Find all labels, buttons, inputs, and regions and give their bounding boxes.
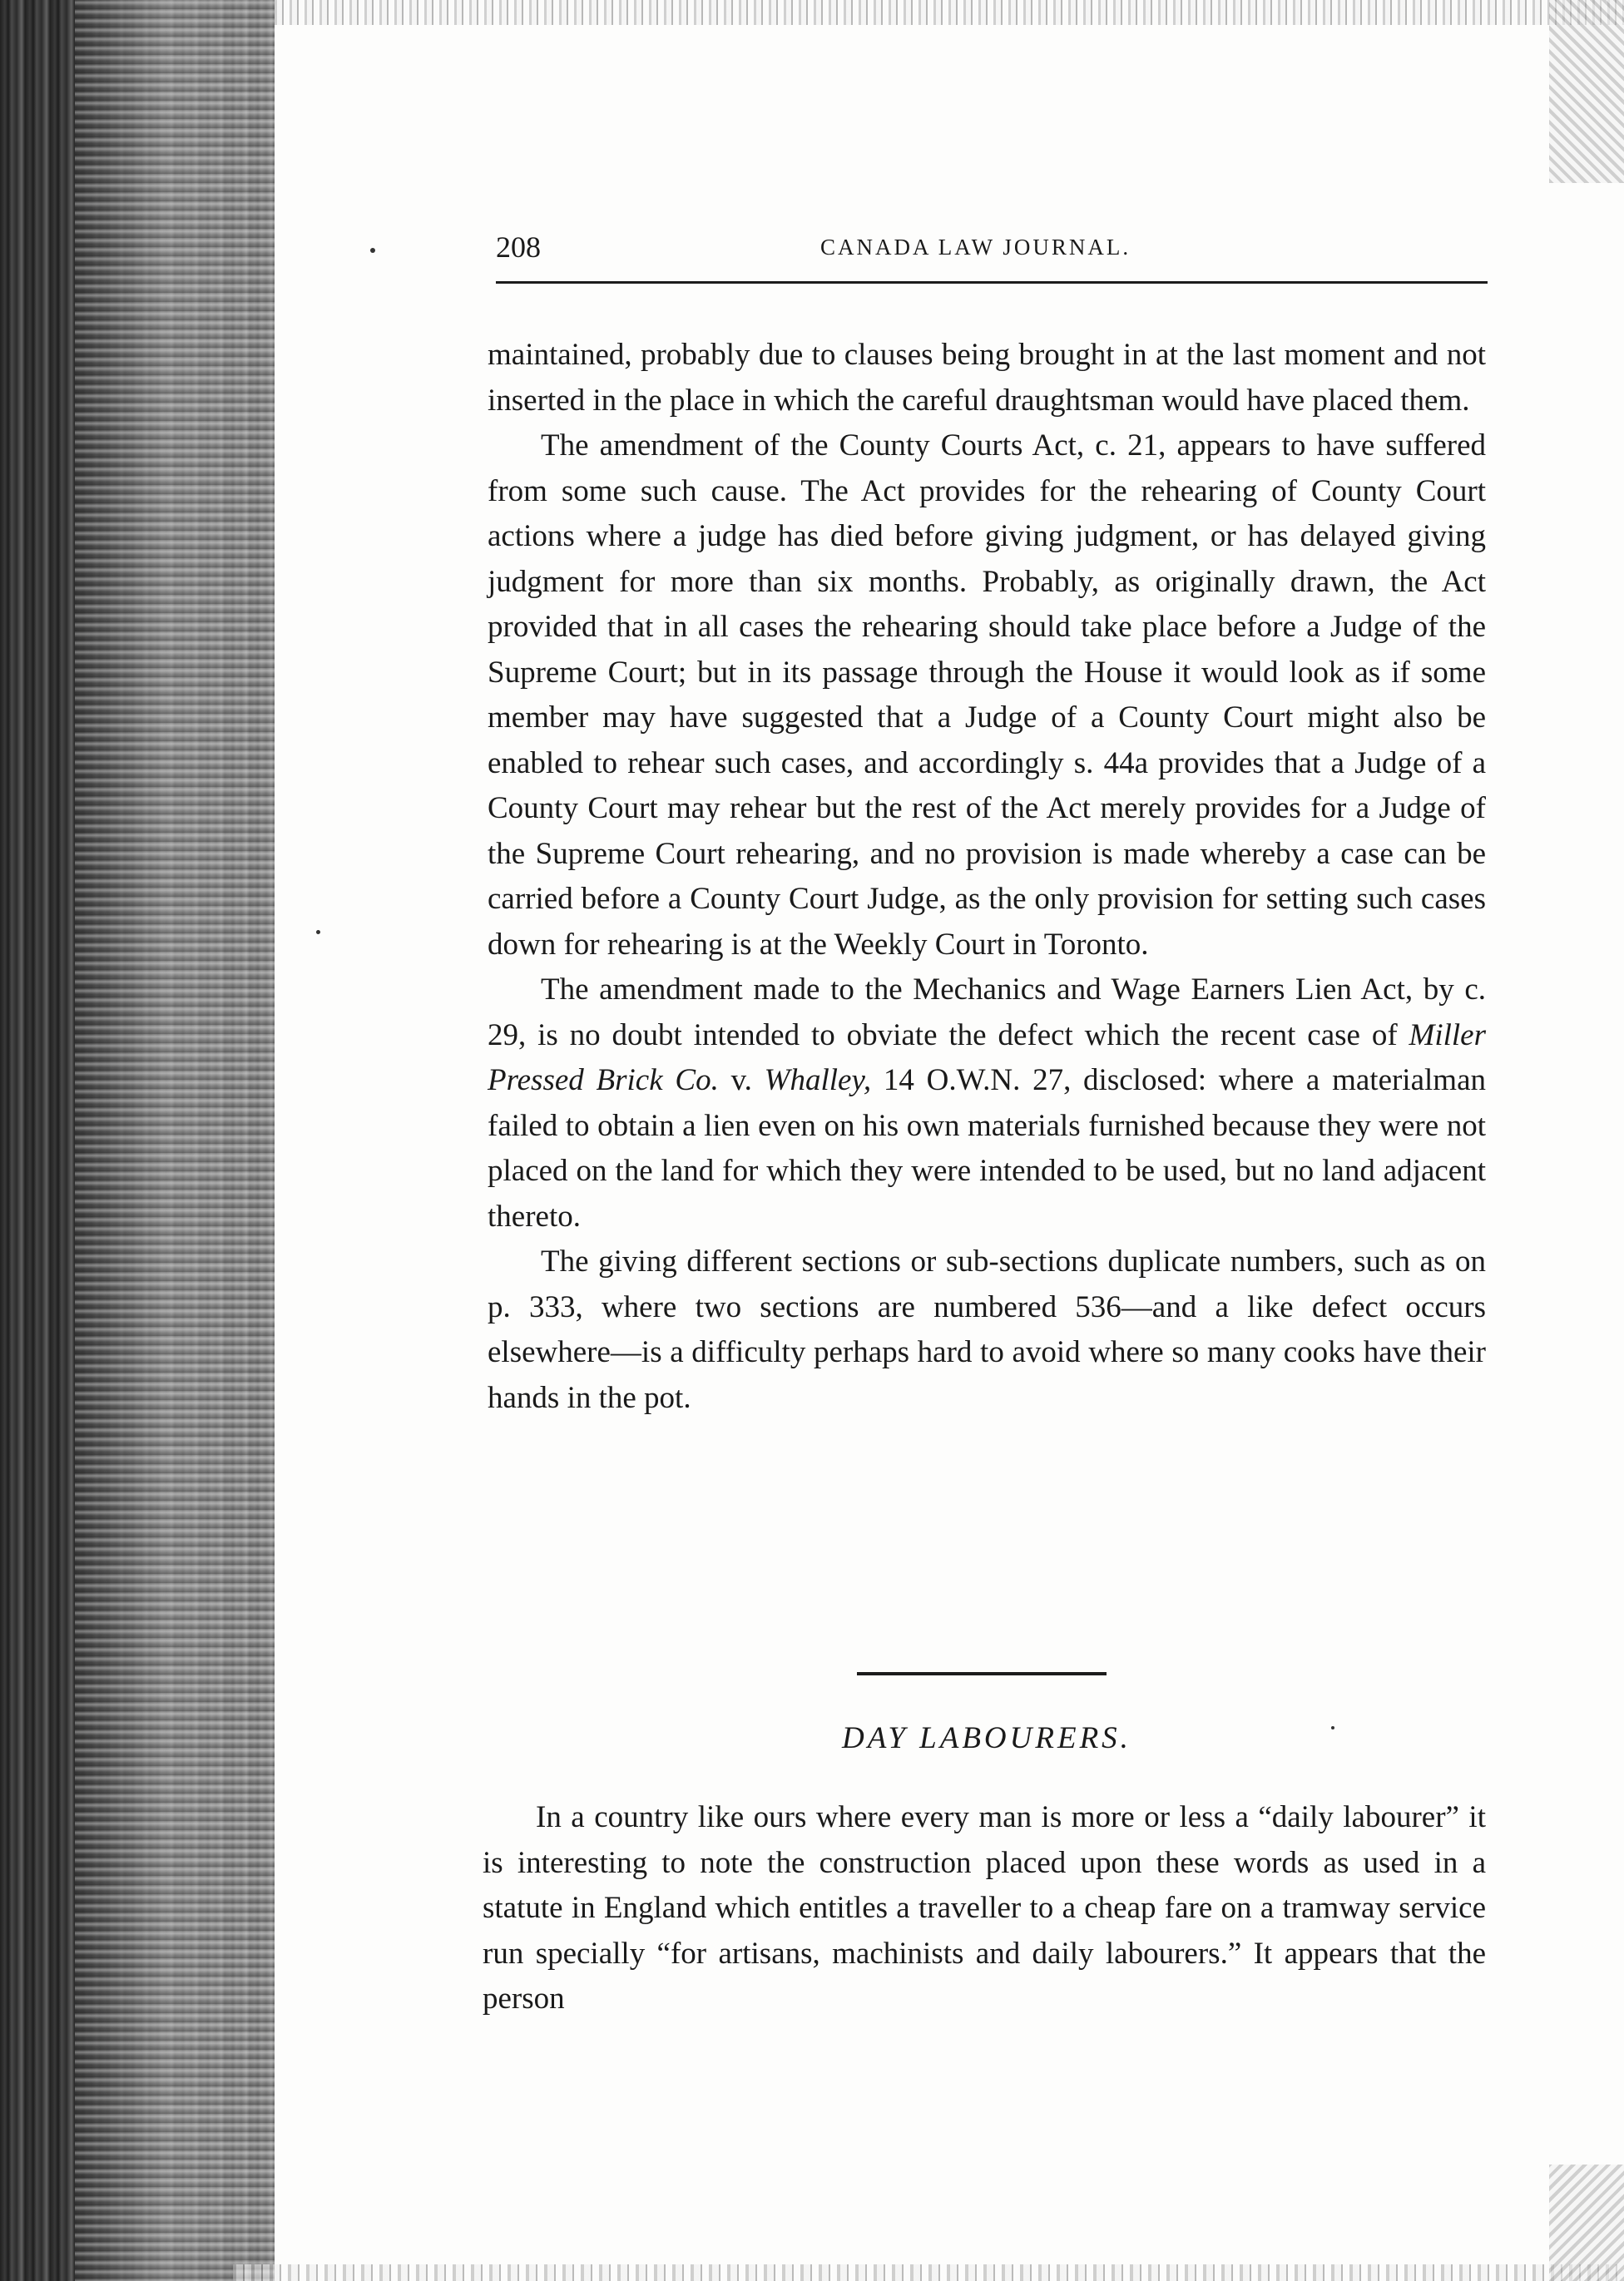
article-body (488, 333, 1486, 1421)
paragraph (488, 967, 1486, 1239)
paragraph: In a country like ours where every man is more or less a “daily labourer” it is interesting to note the construction placed upon these words as used in a statute in England which entitles a traveller to a cheap fare on a tramway service run specially “for artisans, machinists and daily labourers.” It appears that the person (483, 1800, 1486, 2016)
scan-noise-corner-bottom-right (1549, 2165, 1624, 2281)
case-name: Miller Pressed Brick Co. (488, 1017, 1486, 1097)
header-rule (496, 281, 1488, 284)
scan-speck (370, 248, 375, 253)
book-binding-edge (0, 0, 275, 2281)
section-heading: DAY LABOURERS. (842, 1721, 1131, 1755)
page-header (496, 225, 1488, 275)
scan-speck (316, 930, 320, 934)
paragraph-text: The amendment made to the Mechanics and Wage Earners Lien Act, by c. 29, is no doubt intended to obviate the defect which the recent case of (488, 972, 1486, 1052)
scan-noise-top (275, 0, 1624, 25)
section-divider (857, 1672, 1107, 1675)
scan-noise-bottom (233, 2264, 1624, 2281)
case-party: Whalley, (764, 1063, 872, 1097)
paragraph: The amendment of the County Courts Act, c. 21, appears to have suffered from some such cause. The Act provides for the rehearing of County Court actions where a judge has died before giving judgment, or has delayed giving judgment for more than six months. Probably, as originally drawn, the Act provided that in all cases the rehearing should take place before a Judge of the Supreme Court; but in its passage through the House it would look as if some member may have suggested that a Judge of a County Court might also be enabled to rehear such cases, and accordingly s. 44a provides that a Judge of a County Court may rehear but the rest of the Act merely provides for a Judge of the Supreme Court rehearing, and no provision is made whereby a case can be carried before a County Court Judge, as the only provision for setting such cases down for rehearing is at the Weekly Court in Toronto. (488, 428, 1486, 962)
paragraph-text: v. (718, 1063, 765, 1097)
page-number: 208 (496, 230, 541, 264)
scan-noise-corner-top-right (1549, 0, 1624, 183)
paragraph: The giving different sections or sub-sections duplicate numbers, such as on p. 333, where two sections are numbered 536—and a like defect occurs elsewhere—is a difficulty perhaps hard to avoid where so many cooks have their hands in the pot. (488, 1244, 1486, 1415)
paragraph: maintained, probably due to clauses being brought in at the last moment and not inserted in the place in which the careful draughtsman would have placed them. (488, 338, 1486, 418)
section-body (483, 1795, 1486, 2022)
running-head: CANADA LAW JOURNAL. (820, 235, 1131, 260)
paragraph-text: 14 O.W.N. 27, disclosed: where a materialman failed to obtain a lien even on his own materials furnished because they were not placed on the land for which they were intended to be used, but no land adjacent thereto. (488, 1063, 1486, 1234)
